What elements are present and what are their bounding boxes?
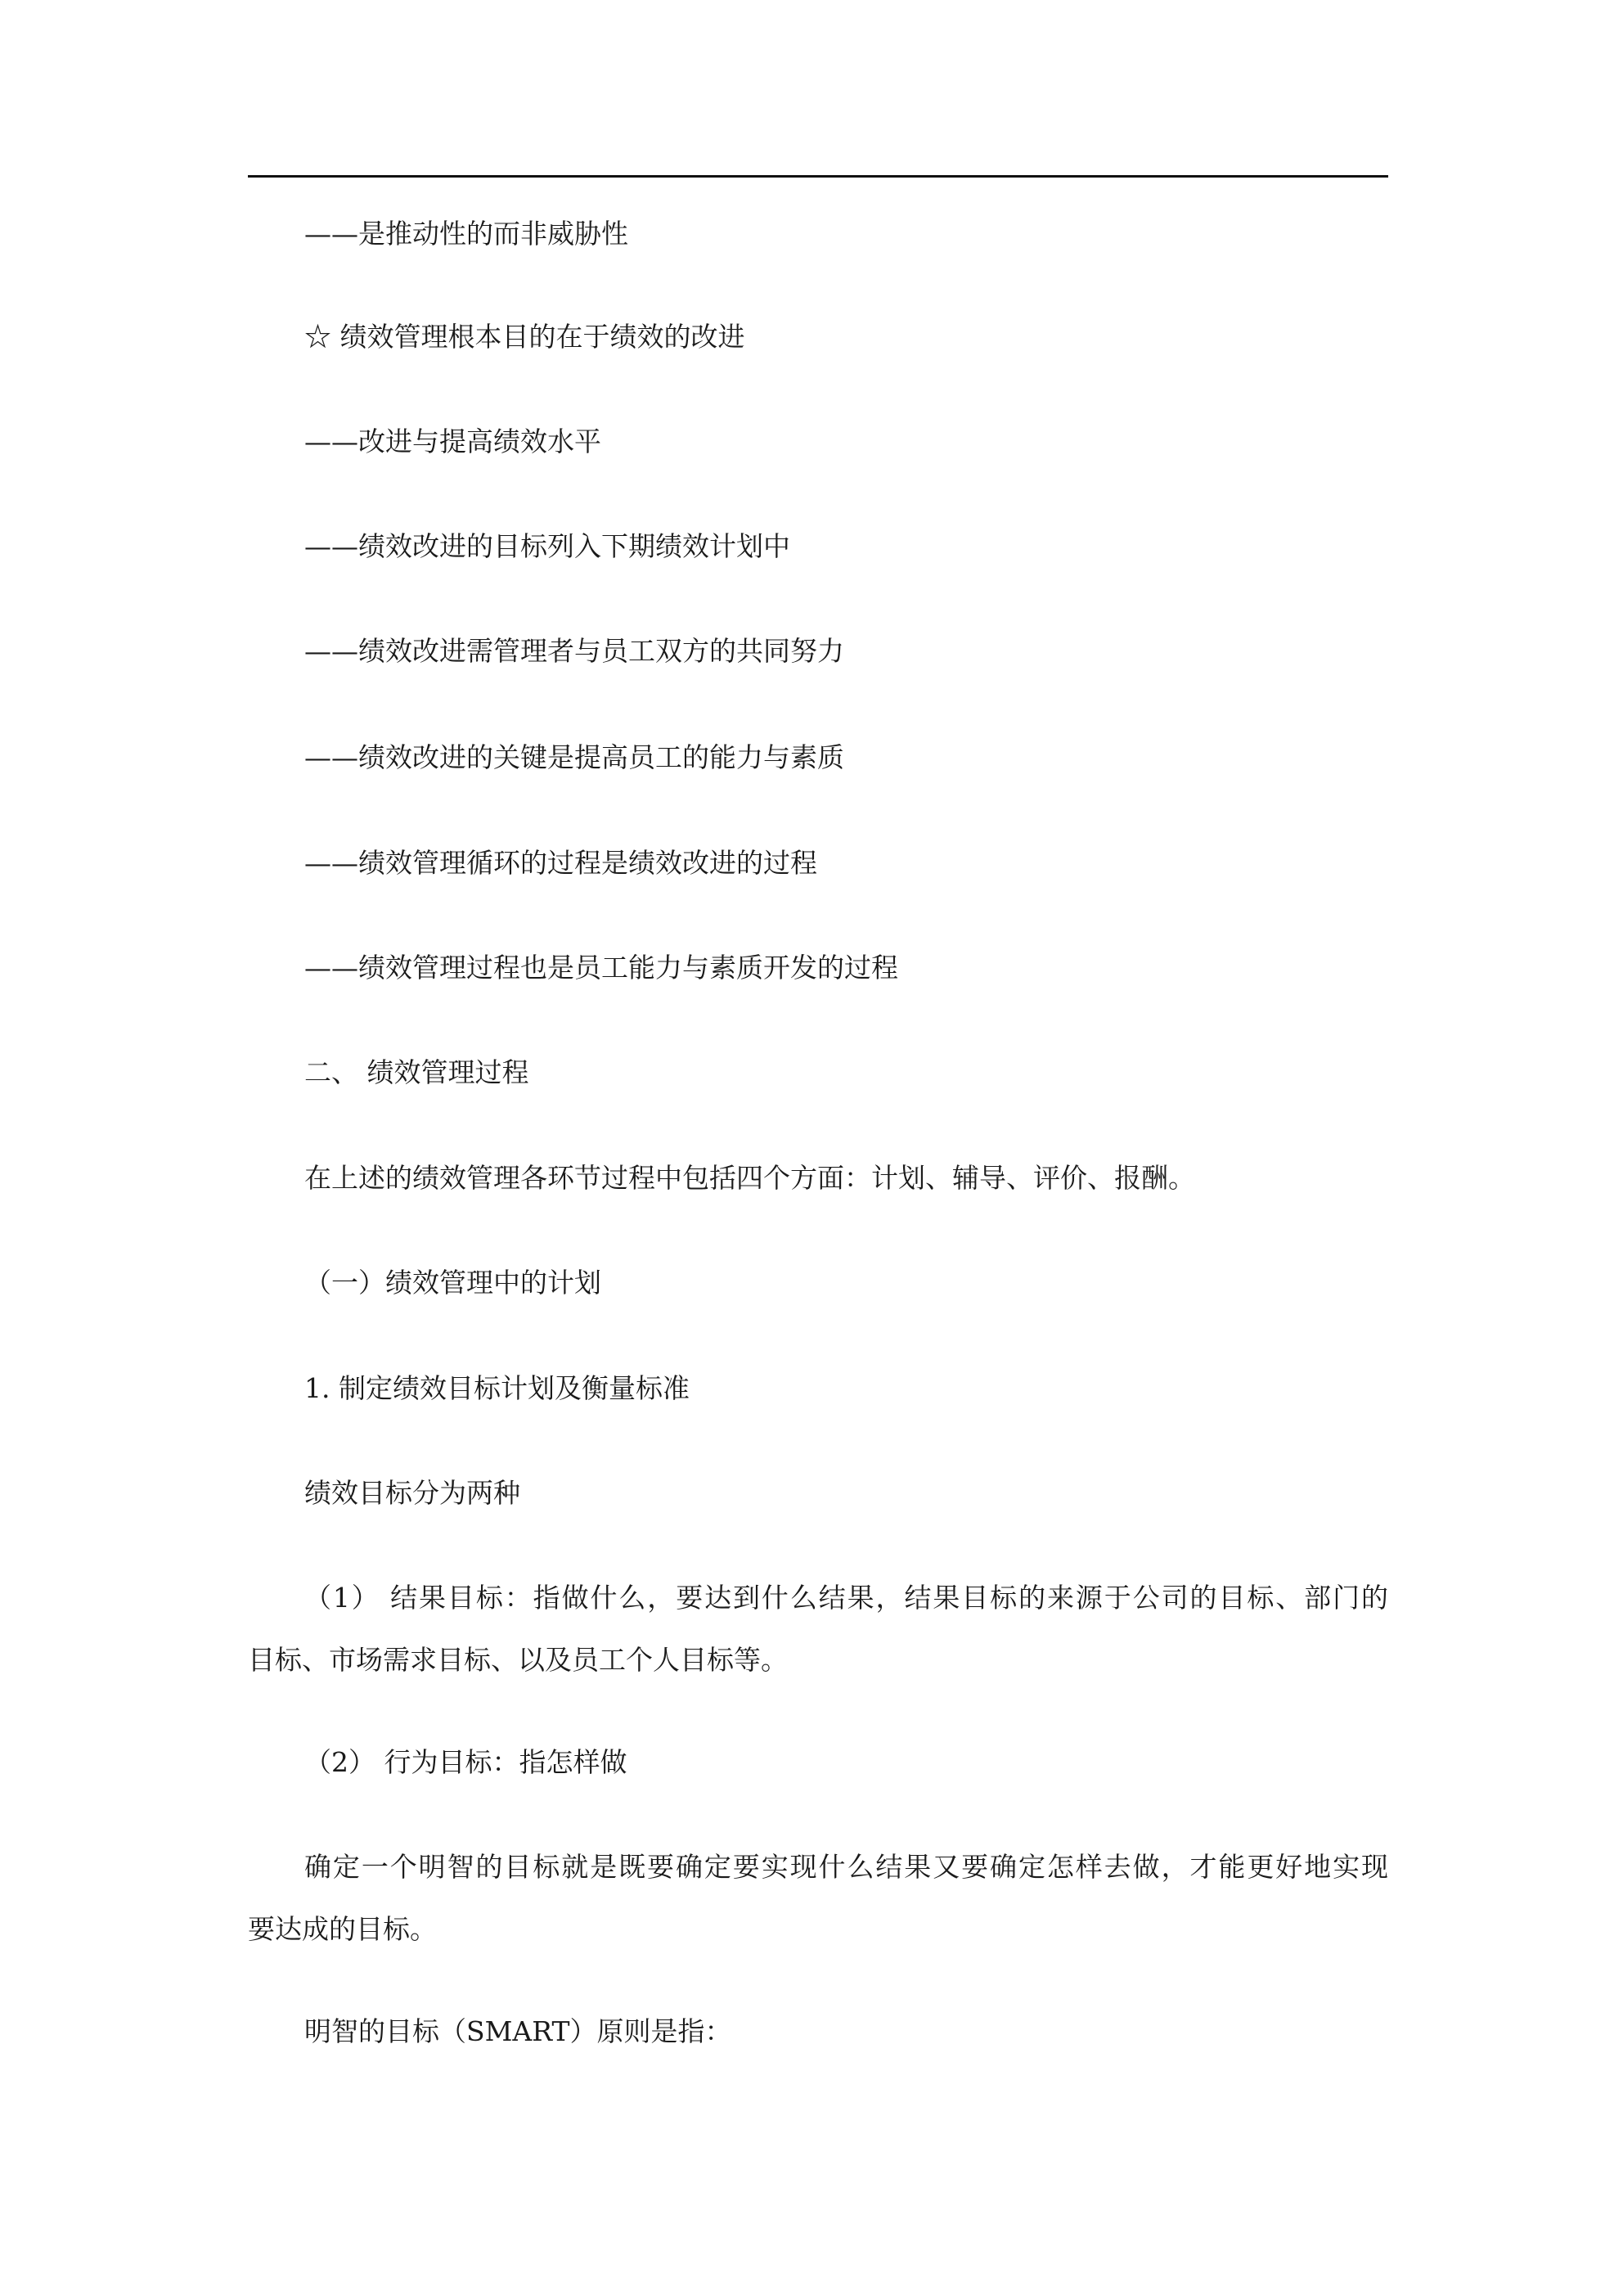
text-line: ——改进与提高绩效水平 (304, 425, 601, 457)
text-line: ——绩效管理过程也是员工能力与素质开发的过程 (304, 952, 898, 984)
numbered-heading: 1. 制定绩效目标计划及衡量标准 (304, 1372, 690, 1404)
text-line: ——绩效改进需管理者与员工双方的共同努力 (304, 635, 844, 667)
smart-intro-paragraph (248, 1851, 1388, 1946)
text-line: ——绩效改进的目标列入下期绩效计划中 (304, 530, 790, 562)
subsection-heading: （一）绩效管理中的计划 (304, 1267, 601, 1299)
smart-principle-line: 明智的目标（SMART）原则是指： (304, 2015, 732, 2047)
behavior-goal-line: （2） 行为目标：指怎样做 (304, 1746, 627, 1778)
text-line: ——是推动性的而非威胁性 (304, 218, 628, 250)
header-rule (248, 175, 1388, 178)
paragraph-line: （1） 结果目标：指做什么，要达到什么结果，结果目标的来源于公司的目标、部门的 (304, 1582, 1388, 1614)
text-line: ☆ 绩效管理根本目的在于绩效的改进 (304, 321, 745, 353)
paragraph-line: 确定一个明智的目标就是既要确定要实现什么结果又要确定怎样去做，才能更好地实现 (304, 1851, 1388, 1883)
paragraph-line: 要达成的目标。 (248, 1913, 437, 1945)
text-line: 绩效目标分为两种 (304, 1477, 520, 1509)
section-heading: 二、 绩效管理过程 (304, 1056, 529, 1088)
paragraph-line: 目标、市场需求目标、以及员工个人目标等。 (248, 1644, 788, 1676)
text-line: ——绩效改进的关键是提高员工的能力与素质 (304, 741, 844, 773)
text-line: 在上述的绩效管理各环节过程中包括四个方面：计划、辅导、评价、报酬。 (304, 1162, 1195, 1194)
text-line: ——绩效管理循环的过程是绩效改进的过程 (304, 847, 817, 879)
result-goal-paragraph (248, 1582, 1388, 1677)
